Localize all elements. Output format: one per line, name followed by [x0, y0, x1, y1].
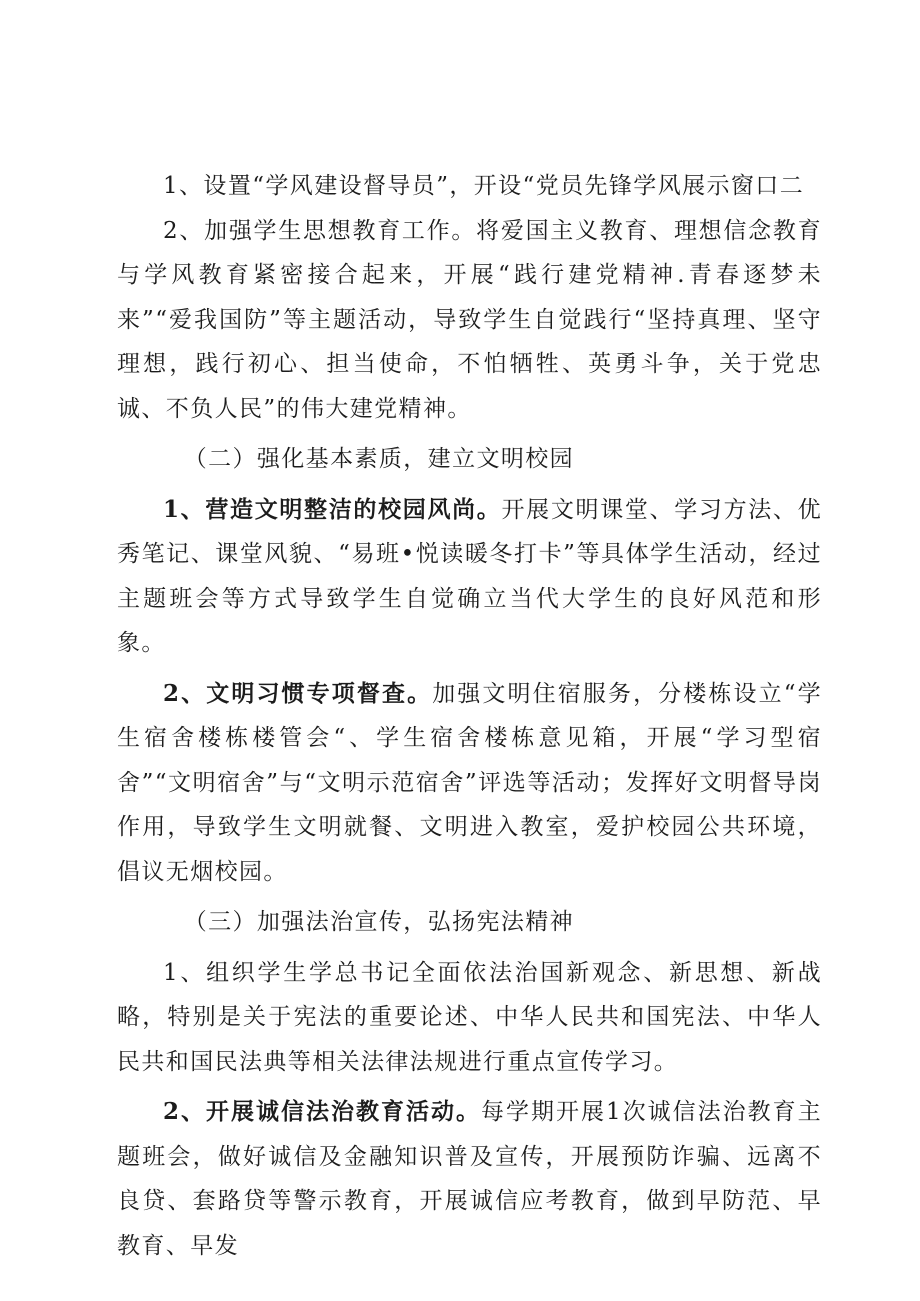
paragraph-integrity-education	[117, 1090, 822, 1268]
paragraph-campus-civility	[117, 488, 822, 666]
paragraph-lead-civility-inspection: 2、文明习惯专项督查。	[163, 679, 433, 707]
paragraph-body-integrity-education: 每学期开展1次诚信法治教育主题班会，做好诚信及金融知识普及宣传，开展预防诈骗、远离不良贷、套路贷等警示教育，开展诚信应考教育，做到早防范、早教育、早发	[117, 1099, 822, 1259]
paragraph-body-campus-civility: 开展文明课堂、学习方法、优秀笔记、课堂风貌、“易班•悦读暖冬打卡”等具体学生活动，经过主题班会等方式导致学生自觉确立当代大学生的良好风范和形象。	[117, 496, 823, 656]
section-heading-2: （二）强化基本素质，建立文明校园	[183, 446, 575, 472]
paragraph-ideological-education: 2、加强学生思想教育工作。将爱国主义教育、理想信念教育与学风教育紧密接合起来，开展“践行建党精神.青春逐梦未来”“爱我国防”等主题活动，导致学生自觉践行“坚持真理、坚守理想，践行初心、担当使命，不怕牺牲、英勇斗争，关于党忠诚、不负人民”的伟大建党精神。	[117, 217, 822, 422]
paragraph-lead-campus-civility: 1、营造文明整洁的校园风尚。	[163, 495, 502, 523]
paragraph-supervisor-setup: 1、设置“学风建设督导员”，开设“党员先锋学风展示窗口二	[163, 173, 805, 199]
document-body	[117, 164, 822, 1268]
section-heading-3: （三）加强法治宣传，弘扬宪法精神	[183, 909, 575, 935]
paragraph-rule-of-law-study: 1、组织学生学总书记全面依法治国新观念、新思想、新战略，特别是关于宪法的重要论述、中华人民共和国宪法、中华人民共和国民法典等相关法律法规进行重点宣传学习。	[117, 959, 822, 1075]
paragraph-lead-integrity-education: 2、开展诚信法治教育活动。	[163, 1098, 481, 1125]
paragraph-civility-inspection	[117, 672, 822, 895]
paragraph-body-civility-inspection: 加强文明住宿服务，分楼栋设立“学生宿舍楼栋楼管会“、学生宿舍楼栋意见箱，开展“学习型宿舍”“文明宿舍”与“文明示范宿舍”评选等活动；发挥好文明督导岗作用，导致学生文明就餐、文明进入教室，爱护校园公共环境，倡议无烟校园。	[117, 680, 822, 885]
